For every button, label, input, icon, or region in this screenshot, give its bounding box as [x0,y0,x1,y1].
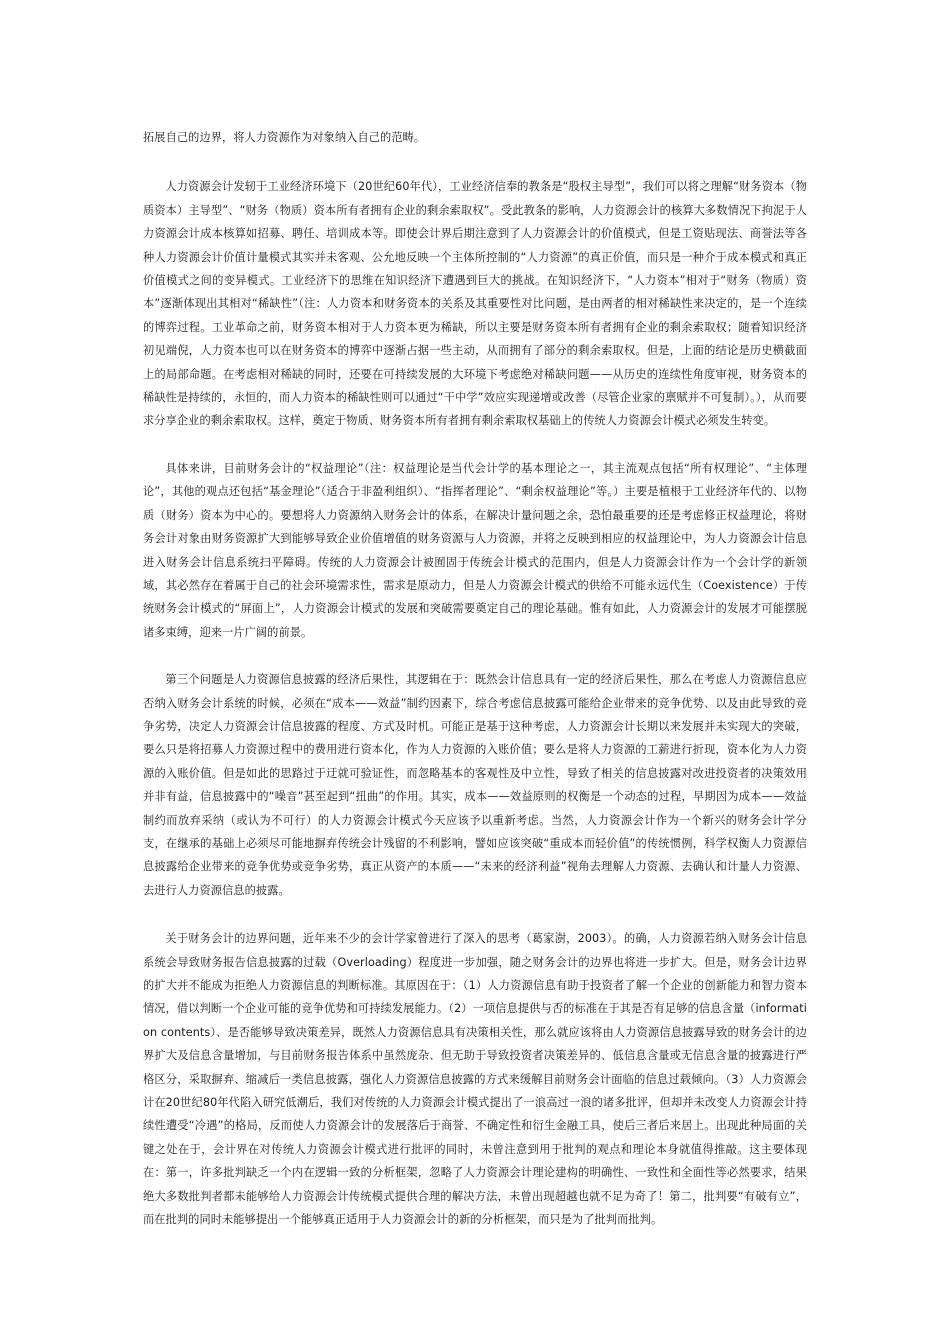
paragraph-accounting-boundary: 关于财务会计的边界问题，近年来不少的会计学家曾进行了深入的思考（葛家澍，2003）。的确，人力资源若纳入财务会计信息系统会导致财务报告信息披露的过载（Overloading）程度进一步加强，随之财务会计的边界也将进一步扩大。但是，财务会计边界的扩大并不能成为拒绝人力资源信息的判断标准。其原因在于：（1）人力资源信息有助于投资者了解一个企业的创新能力和智力资本情况，借以判断一个企业可能的竞争优势和可持续发展能力。（2）一项信息提供与否的标准在于其是否有足够的信息含量（information contents）、是否能够导致决策差异，既然人力资源信息具有决策相关性，那么就应该将由人力资源信息披露导致的财务会计的边界扩大及信息含量增加，与目前财务报告体系中虽然庞杂、但无助于导致投资者决策差异的、低信息含量或无信息含量的披露进行严格区分，采取摒弃、缩减后一类信息披露，强化人力资源信息披露的方式来缓解目前财务会计面临的信息过载倾向。（3）人力资源会计在20世纪80年代陷入研究低潮后，我们对传统的人力资源会计模式提出了一浪高过一浪的诸多批评，但却并未改变人力资源会计持续性遭受“冷遇”的格局，反而使人力资源会计的发展落后于商誉、不确定性和衍生金融工具，使后三者后来居上。出现此种局面的关键之处在于，会计界在对传统人力资源会计模式进行批评的同时，未曾注意到用于批判的观点和理论本身就值得推敲。这主要体现在：第一，许多批判缺乏一个内在逻辑一致的分析框架，忽略了人力资源会计理论建构的明确性、一致性和全面性等必然要求，结果绝大多数批判者都未能够给人力资源会计传统模式提供合理的解决方法，未曾出现超越也就不足为奇了！第二，批判要“有破有立”，而在批判的同时未能够提出一个能够真正适用于人力资源会计的新的分析框架，而只是为了批判而批判。 [143,932,807,1227]
paragraph-economic-consequences: 第三个问题是人力资源信息披露的经济后果性，其逻辑在于：既然会计信息具有一定的经济后果性，那么在考虑人力资源信息应否纳入财务会计系统的时候，必须在“成本——效益”制约因素下，综合考虑信息披露可能给企业带来的竞争优势、以及由此导致的竞争劣势，决定人力资源会计信息披露的程度、方式及时机。可能正是基于这种考虑，人力资源会计长期以来发展并未实现大的突破，要么只是将招募人力资源过程中的费用进行资本化，作为人力资源的入账价值；要么是将人力资源的工薪进行折现，资本化为人力资源的入账价值。但是如此的思路过于迂就可验证性，而忽略基本的客观性及中立性，导致了相关的信息披露对改进投资者的决策效用并非有益，信息披露中的“噪音”甚至起到“扭曲”的作用。其实，成本——效益原则的权衡是一个动态的过程，早期因为成本——效益制约而放弃采纳（或认为不可行）的人力资源会计模式今天应该予以重新考虑。当然，人力资源会计作为一个新兴的财务会计学分支，在继承的基础上必须尽可能地摒弃传统会计残留的不利影响，譬如应该突破“重成本而轻价值”的传统惯例，科学权衡人力资源信息披露给企业带来的竞争优势或竞争劣势，真正从资产的本质——“未来的经济利益”视角去理解人力资源、去确认和计量人力资源、去进行人力资源信息的披露。 [143,673,807,897]
paragraph-equity-theory: 具体来讲，目前财务会计的“权益理论”（注：权益理论是当代会计学的基本理论之一，其主流观点包括“所有权理论”、“主体理论”，其他的观点还包括“基金理论”（适合于非盈利组织）、“指挥者理论”、“剩余权益理论”等。）主要是植根于工业经济年代的、以物质（财务）资本为中心的。要想将人力资源纳入财务会计的体系，在解决计量问题之余，恐怕最重要的还是考虑修正权益理论，将财务会计对象由财务资源扩大到能够导致企业价值增值的财务资源与人力资源，并将之反映到相应的权益理论中，为人力资源会计信息进入财务会计信息系统扫平障碍。传统的人力资源会计被囿固于传统会计模式的范围内，但是人力资源会计作为一个会计学的新领域，其必然存在着属于自己的社会环境需求性，需求是原动力，但是人力资源会计模式的供给不可能永远代生（Coexistence）于传统财务会计模式的“屏面上”，人力资源会计模式的发展和突破需要奠定自己的理论基础。惟有如此，人力资源会计的发展才可能摆脱诸多束缚，迎来一片广阔的前景。 [143,461,807,639]
paragraph-continuation: 拓展自己的边界，将人力资源作为对象纳入自己的范畴。 [143,131,426,144]
paragraph-hr-accounting-origin: 人力资源会计发轫于工业经济环境下（20世纪60年代），工业经济信奉的教条是“股权主导型”，我们可以将之理解“财务资本（物质资本）主导型”、“财务（物质）资本所有者拥有企业的剩余索取权”。受此教条的影响，人力资源会计的核算大多数情况下拘泥于人力资源会计成本核算如招募、聘任、培训成本等。即使会计界后期注意到了人力资源会计的价值模式，但是工资贴现法、商誉法等各种人力资源会计价值计量模式其实并未客观、公允地反映一个主体所控制的“人力资源”的真正价值，而只是一种介于成本模式和真正价值模式之间的变异模式。工业经济下的思维在知识经济下遭遇到巨大的挑战。在知识经济下，“人力资本”相对于“财务（物质）资本”逐渐体现出其相对“稀缺性”（注：人力资本和财务资本的关系及其重要性对比问题，是由两者的相对稀缺性来决定的，是一个连续的博弈过程。工业革命之前，财务资本相对于人力资本更为稀缺，所以主要是财务资本所有者拥有企业的剩余索取权；随着知识经济初见端倪，人力资本也可以在财务资本的博弈中逐渐占据一些主动，从而拥有了部分的剩余索取权。但是，上面的结论是历史横截面上的局部命题。在考虑相对稀缺的同时，还要在可持续发展的大环境下考虑绝对稀缺问题——从历史的连续性角度审视，财务资本的稀缺性是持续的，永恒的，而人力资本的稀缺性则可以通过“干中学”效应实现递增或改善（尽管企业家的禀赋并不可复制）。），从而要求分享企业的剩余索取权。这样，奠定于物质、财务资本所有者拥有剩余索取权基础上的传统人力资源会计模式必须发生转变。 [143,180,807,428]
document-body [143,126,807,1231]
